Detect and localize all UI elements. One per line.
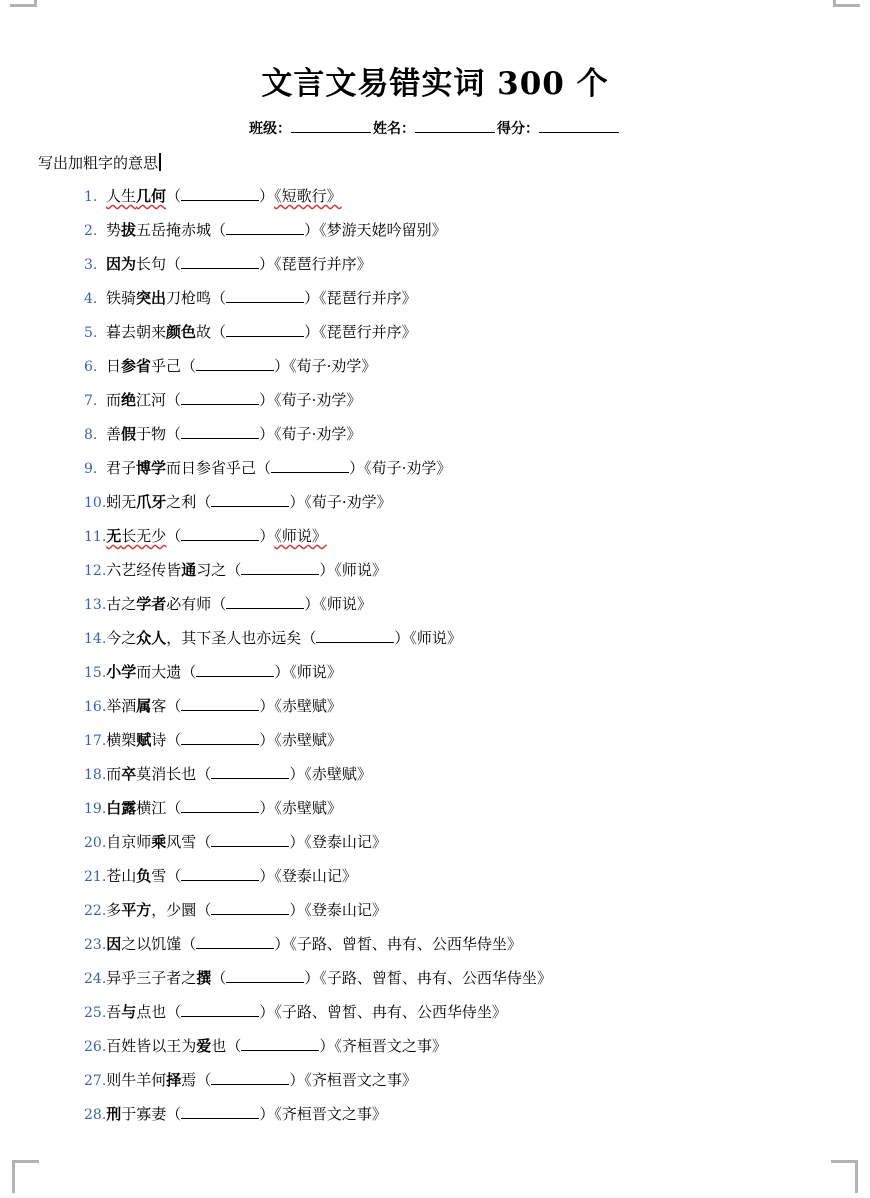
question-item — [84, 1034, 552, 1068]
paren-open: （ — [166, 867, 182, 885]
source-title: 《师说》 — [334, 561, 387, 579]
paren-close: ） — [304, 969, 320, 987]
answer-blank[interactable] — [241, 560, 319, 575]
paren-close: ） — [319, 561, 335, 579]
paren-close: ） — [289, 901, 305, 919]
question-number: 18. — [84, 767, 107, 783]
document-title: 文言文易错实词 300 个 — [261, 66, 609, 102]
paren-open: （ — [181, 357, 197, 375]
paren-open: （ — [301, 629, 317, 647]
question-number: 23. — [84, 937, 107, 953]
question-number: 10. — [84, 495, 107, 511]
source-title: 《赤壁赋》 — [274, 799, 342, 817]
bold-keyword: 几何 — [136, 187, 167, 205]
answer-blank[interactable] — [181, 254, 259, 269]
answer-blank[interactable] — [181, 526, 259, 541]
phrase-suffix: ，少圜 — [151, 901, 197, 919]
question-number: 28. — [84, 1107, 107, 1123]
question-number: 5. — [84, 325, 98, 341]
page-corner-mark-bottom-right — [831, 1160, 858, 1193]
page-corner-mark-bottom-left — [12, 1160, 39, 1193]
bold-keyword: 因为 — [106, 255, 137, 273]
question-number: 15. — [84, 665, 107, 681]
source-title: 《师说》 — [274, 527, 327, 545]
question-item — [84, 762, 552, 796]
question-phrase — [106, 901, 196, 919]
question-number: 8. — [84, 427, 98, 443]
answer-blank[interactable] — [196, 356, 274, 371]
question-phrase — [106, 697, 166, 715]
paren-close: ） — [259, 425, 275, 443]
paren-close: ） — [259, 697, 275, 715]
question-item — [84, 592, 552, 626]
phrase-prefix: 苍山 — [106, 867, 137, 885]
paren-open: （ — [211, 323, 227, 341]
question-item — [84, 524, 552, 558]
phrase-suffix: 也 — [211, 1037, 227, 1055]
paren-close: ） — [259, 391, 275, 409]
paren-open: （ — [166, 425, 182, 443]
paren-close: ） — [274, 935, 290, 953]
question-number: 16. — [84, 699, 107, 715]
question-phrase — [106, 663, 181, 681]
question-number: 6. — [84, 359, 98, 375]
question-phrase — [106, 357, 181, 375]
bold-keyword: 爱 — [196, 1037, 212, 1055]
paren-close: ） — [319, 1037, 335, 1055]
question-phrase — [106, 969, 211, 987]
phrase-prefix: 日 — [106, 357, 122, 375]
source-title: 《琵琶行并序》 — [319, 323, 417, 341]
question-number: 12. — [84, 563, 107, 579]
bold-keyword: 爪牙 — [136, 493, 167, 511]
question-number: 3. — [84, 257, 98, 273]
phrase-suffix: 之以饥馑 — [121, 935, 182, 953]
bold-keyword: 卒 — [121, 765, 137, 783]
bold-keyword: 小学 — [106, 663, 137, 681]
instruction-text[interactable] — [38, 152, 161, 173]
phrase-suffix: 于物 — [136, 425, 167, 443]
bold-keyword: 白露 — [106, 799, 137, 817]
paren-open: （ — [166, 731, 182, 749]
paren-open: （ — [211, 289, 227, 307]
question-phrase — [106, 221, 211, 239]
phrase-prefix: 吾 — [106, 1003, 122, 1021]
class-blank[interactable] — [291, 118, 371, 133]
question-phrase — [106, 1105, 166, 1123]
phrase-prefix: 百姓皆以王为 — [106, 1037, 197, 1055]
phrase-prefix: 今之 — [106, 629, 137, 647]
paren-close: ） — [259, 527, 275, 545]
phrase-suffix: ，其下圣人也亦远矣 — [166, 629, 302, 647]
question-phrase — [106, 527, 166, 545]
paren-close: ） — [259, 799, 275, 817]
phrase-prefix: 多 — [106, 901, 122, 919]
answer-blank[interactable] — [226, 594, 304, 609]
source-title: 《荀子·劝学》 — [274, 425, 362, 443]
source-title: 《登泰山记》 — [304, 833, 387, 851]
bold-keyword: 负 — [136, 867, 152, 885]
question-phrase — [106, 391, 166, 409]
paren-close: ） — [259, 187, 275, 205]
answer-blank[interactable] — [181, 390, 259, 405]
source-title: 《子路、曾皙、冉有、公西华侍坐》 — [289, 935, 522, 953]
answer-blank[interactable] — [211, 1070, 289, 1085]
phrase-suffix: 长无少 — [121, 527, 167, 545]
phrase-suffix: 长句 — [136, 255, 167, 273]
phrase-suffix: 五岳掩赤城 — [136, 221, 212, 239]
answer-blank[interactable] — [241, 1036, 319, 1051]
source-title: 《荀子·劝学》 — [364, 459, 452, 477]
question-phrase — [106, 731, 166, 749]
question-number: 9. — [84, 461, 98, 477]
answer-blank[interactable] — [226, 288, 304, 303]
question-number: 22. — [84, 903, 107, 919]
paren-open: （ — [256, 459, 272, 477]
bold-keyword: 假 — [121, 425, 137, 443]
bold-keyword: 通 — [181, 561, 197, 579]
source-title: 《琵琶行并序》 — [274, 255, 372, 273]
question-phrase — [106, 833, 196, 851]
phrase-prefix: 势 — [106, 221, 122, 239]
source-title: 《齐桓晋文之事》 — [334, 1037, 447, 1055]
question-item — [84, 932, 552, 966]
bold-keyword: 赋 — [136, 731, 152, 749]
bold-keyword: 乘 — [151, 833, 167, 851]
phrase-prefix: 善 — [106, 425, 122, 443]
bold-keyword: 众人 — [136, 629, 167, 647]
phrase-suffix: 习之 — [196, 561, 227, 579]
question-item — [84, 694, 552, 728]
question-phrase — [106, 629, 301, 647]
question-phrase — [106, 1003, 166, 1021]
answer-blank[interactable] — [226, 220, 304, 235]
source-title: 《短歌行》 — [274, 187, 342, 205]
answer-blank[interactable] — [181, 424, 259, 439]
paren-open: （ — [196, 493, 212, 511]
page-corner-mark-top-right — [833, 0, 860, 7]
phrase-suffix: 江河 — [136, 391, 167, 409]
question-phrase — [106, 493, 196, 511]
answer-blank[interactable] — [181, 1104, 259, 1119]
bold-keyword: 颜色 — [166, 323, 197, 341]
paren-close: ） — [289, 833, 305, 851]
source-title: 《子路、曾皙、冉有、公西华侍坐》 — [274, 1003, 507, 1021]
phrase-prefix: 铁骑 — [106, 289, 137, 307]
question-item — [84, 898, 552, 932]
paren-close: ） — [289, 493, 305, 511]
answer-blank[interactable] — [211, 492, 289, 507]
paren-close: ） — [304, 221, 320, 239]
phrase-suffix: 客 — [151, 697, 167, 715]
bold-keyword: 平方 — [121, 901, 152, 919]
bold-keyword: 博学 — [136, 459, 167, 477]
phrase-prefix: 自京师 — [106, 833, 152, 851]
question-number: 14. — [84, 631, 107, 647]
paren-close: ） — [304, 289, 320, 307]
question-item — [84, 660, 552, 694]
phrase-suffix: 而日参省乎己 — [166, 459, 257, 477]
phrase-prefix: 君子 — [106, 459, 137, 477]
question-item — [84, 490, 552, 524]
source-title: 《荀子·劝学》 — [304, 493, 392, 511]
bold-keyword: 绝 — [121, 391, 137, 409]
question-item — [84, 558, 552, 592]
phrase-suffix: 点也 — [136, 1003, 167, 1021]
instruction-label: 写出加粗字的意思 — [38, 154, 159, 172]
phrase-prefix: 人生 — [106, 187, 137, 205]
source-title: 《赤壁赋》 — [274, 731, 342, 749]
answer-blank[interactable] — [181, 186, 259, 201]
question-list — [84, 184, 552, 1136]
bold-keyword: 择 — [166, 1071, 182, 1089]
question-phrase — [106, 1037, 226, 1055]
phrase-suffix: 而大遗 — [136, 663, 182, 681]
answer-blank[interactable] — [181, 696, 259, 711]
question-item — [84, 184, 552, 218]
bold-keyword: 无 — [106, 527, 122, 545]
phrase-prefix: 异乎三子者之 — [106, 969, 197, 987]
phrase-prefix: 暮去朝来 — [106, 323, 167, 341]
phrase-suffix: 雪 — [151, 867, 167, 885]
bold-keyword: 属 — [136, 697, 152, 715]
paren-open: （ — [181, 935, 197, 953]
question-number: 24. — [84, 971, 107, 987]
bold-keyword: 与 — [121, 1003, 137, 1021]
source-title: 《师说》 — [409, 629, 462, 647]
question-number: 2. — [84, 223, 98, 239]
phrase-suffix: 于寡妻 — [121, 1105, 167, 1123]
question-item — [84, 864, 552, 898]
answer-blank[interactable] — [211, 764, 289, 779]
paren-open: （ — [211, 969, 227, 987]
answer-blank[interactable] — [226, 968, 304, 983]
paren-open: （ — [166, 391, 182, 409]
phrase-prefix: 蚓无 — [106, 493, 137, 511]
source-title: 《琵琶行并序》 — [319, 289, 417, 307]
question-item — [84, 1000, 552, 1034]
paren-close: ） — [304, 323, 320, 341]
question-number: 21. — [84, 869, 107, 885]
name-label: 姓名： — [373, 121, 415, 137]
source-title: 《荀子·劝学》 — [274, 391, 362, 409]
answer-blank[interactable] — [316, 628, 394, 643]
source-title: 《师说》 — [319, 595, 372, 613]
answer-blank[interactable] — [196, 934, 274, 949]
question-number: 1. — [84, 189, 98, 205]
paren-open: （ — [166, 799, 182, 817]
answer-blank[interactable] — [211, 900, 289, 915]
answer-blank[interactable] — [271, 458, 349, 473]
question-number: 13. — [84, 597, 107, 613]
source-title: 《师说》 — [289, 663, 342, 681]
question-item — [84, 218, 552, 252]
question-number: 7. — [84, 393, 98, 409]
paren-open: （ — [211, 221, 227, 239]
paren-open: （ — [181, 663, 197, 681]
bold-keyword: 撰 — [196, 969, 212, 987]
paren-open: （ — [196, 901, 212, 919]
paren-open: （ — [166, 697, 182, 715]
question-item — [84, 388, 552, 422]
question-phrase — [106, 867, 166, 885]
question-phrase — [106, 255, 166, 273]
source-title: 《齐桓晋文之事》 — [304, 1071, 417, 1089]
paren-close: ） — [304, 595, 320, 613]
question-number: 20. — [84, 835, 107, 851]
question-number: 27. — [84, 1073, 107, 1089]
answer-blank[interactable] — [211, 832, 289, 847]
paren-open: （ — [166, 1105, 182, 1123]
answer-blank[interactable] — [181, 798, 259, 813]
question-number: 17. — [84, 733, 107, 749]
question-item — [84, 626, 552, 660]
phrase-suffix: 乎己 — [151, 357, 182, 375]
source-title: 《齐桓晋文之事》 — [274, 1105, 387, 1123]
phrase-prefix: 横槊 — [106, 731, 137, 749]
question-phrase — [106, 765, 196, 783]
source-title: 《赤壁赋》 — [274, 697, 342, 715]
paren-open: （ — [196, 765, 212, 783]
paren-open: （ — [166, 527, 182, 545]
bold-keyword: 因 — [106, 935, 122, 953]
paren-close: ） — [259, 867, 275, 885]
paren-open: （ — [166, 255, 182, 273]
phrase-suffix: 横江 — [136, 799, 167, 817]
answer-blank[interactable] — [226, 322, 304, 337]
answer-blank[interactable] — [181, 866, 259, 881]
question-number: 26. — [84, 1039, 107, 1055]
phrase-suffix: 故 — [196, 323, 212, 341]
question-item — [84, 320, 552, 354]
question-phrase — [106, 935, 181, 953]
question-number: 4. — [84, 291, 98, 307]
question-item — [84, 252, 552, 286]
source-title: 《赤壁赋》 — [304, 765, 372, 783]
phrase-suffix: 焉 — [181, 1071, 197, 1089]
class-label: 班级： — [249, 121, 291, 137]
paren-close: ） — [289, 1071, 305, 1089]
question-phrase — [106, 1071, 196, 1089]
text-cursor — [159, 153, 161, 171]
paren-close: ） — [259, 731, 275, 749]
question-number: 25. — [84, 1005, 107, 1021]
phrase-prefix: 而 — [106, 391, 122, 409]
source-title: 《登泰山记》 — [304, 901, 387, 919]
paren-open: （ — [196, 833, 212, 851]
bold-keyword: 学者 — [136, 595, 167, 613]
bold-keyword: 拔 — [121, 221, 137, 239]
paren-close: ） — [259, 1105, 275, 1123]
question-phrase — [106, 799, 166, 817]
question-phrase — [106, 187, 166, 205]
question-item — [84, 422, 552, 456]
question-item — [84, 456, 552, 490]
phrase-suffix: 诗 — [151, 731, 167, 749]
paren-close: ） — [274, 663, 290, 681]
paren-open: （ — [211, 595, 227, 613]
question-phrase — [106, 289, 211, 307]
paren-close: ） — [259, 1003, 275, 1021]
answer-blank[interactable] — [181, 730, 259, 745]
question-item — [84, 728, 552, 762]
source-title: 《荀子·劝学》 — [289, 357, 377, 375]
paren-close: ） — [289, 765, 305, 783]
paren-open: （ — [166, 187, 182, 205]
answer-blank[interactable] — [181, 1002, 259, 1017]
question-phrase — [106, 595, 211, 613]
paren-open: （ — [166, 1003, 182, 1021]
phrase-suffix: 必有师 — [166, 595, 212, 613]
phrase-prefix: 而 — [106, 765, 122, 783]
paren-open: （ — [196, 1071, 212, 1089]
question-item — [84, 286, 552, 320]
page-corner-mark-top-left — [10, 0, 37, 7]
paren-close: ） — [394, 629, 410, 647]
source-title: 《梦游天姥吟留别》 — [319, 221, 447, 239]
question-item — [84, 796, 552, 830]
question-item — [84, 830, 552, 864]
question-item — [84, 966, 552, 1000]
source-title: 《子路、曾皙、冉有、公西华侍坐》 — [319, 969, 552, 987]
question-phrase — [106, 425, 166, 443]
phrase-suffix: 之利 — [166, 493, 197, 511]
score-label: 得分： — [497, 121, 539, 137]
paren-open: （ — [226, 561, 242, 579]
question-phrase — [106, 561, 226, 579]
question-item — [84, 1102, 552, 1136]
question-item — [84, 1068, 552, 1102]
answer-blank[interactable] — [196, 662, 274, 677]
question-phrase — [106, 459, 256, 477]
phrase-suffix: 莫消长也 — [136, 765, 197, 783]
paren-open: （ — [226, 1037, 242, 1055]
bold-keyword: 刑 — [106, 1105, 122, 1123]
score-blank[interactable] — [539, 118, 619, 133]
student-info-line — [0, 118, 870, 138]
question-phrase — [106, 323, 211, 341]
question-number: 11. — [84, 529, 107, 545]
phrase-suffix: 风雪 — [166, 833, 197, 851]
bold-keyword: 突出 — [136, 289, 167, 307]
phrase-prefix: 古之 — [106, 595, 137, 613]
bold-keyword: 参省 — [121, 357, 152, 375]
paren-close: ） — [274, 357, 290, 375]
question-number: 19. — [84, 801, 107, 817]
phrase-prefix: 六艺经传皆 — [106, 561, 182, 579]
name-blank[interactable] — [415, 118, 495, 133]
phrase-suffix: 刀枪鸣 — [166, 289, 212, 307]
paren-close: ） — [259, 255, 275, 273]
question-item — [84, 354, 552, 388]
phrase-prefix: 则牛羊何 — [106, 1071, 167, 1089]
source-title: 《登泰山记》 — [274, 867, 357, 885]
phrase-prefix: 举酒 — [106, 697, 137, 715]
paren-close: ） — [349, 459, 365, 477]
